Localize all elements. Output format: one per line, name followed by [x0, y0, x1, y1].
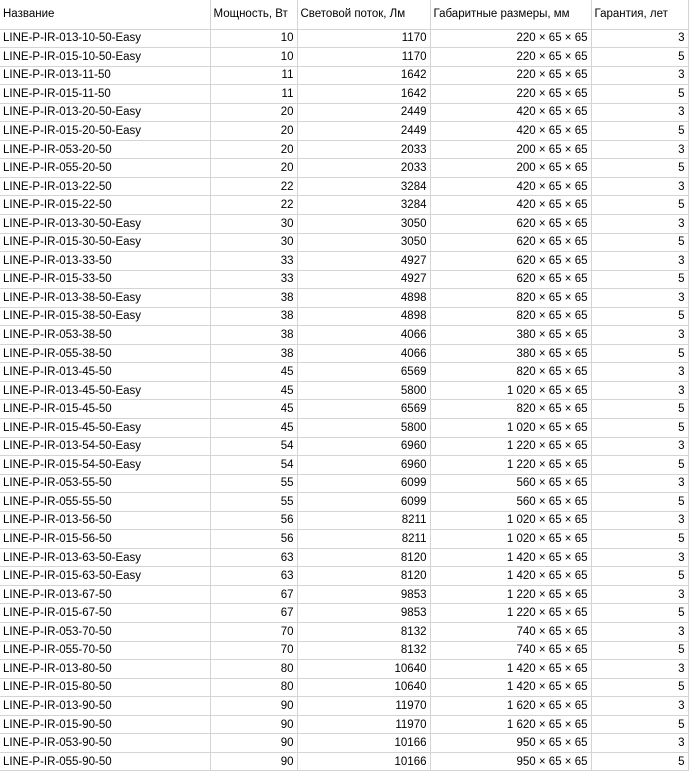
- cell-name[interactable]: LINE-P-IR-013-10-50-Easy: [0, 29, 210, 48]
- table-row: [0, 177, 688, 196]
- cell-luminous-flux[interactable]: 8211: [297, 530, 430, 549]
- table-row: [0, 344, 688, 363]
- cell-luminous-flux[interactable]: 6569: [297, 400, 430, 419]
- cell-dimensions[interactable]: 1 020 × 65 × 65: [430, 530, 591, 549]
- cell-name[interactable]: LINE-P-IR-015-80-50: [0, 678, 210, 697]
- cell-luminous-flux[interactable]: 2033: [297, 140, 430, 159]
- cell-warranty[interactable]: 3: [591, 29, 688, 48]
- cell-warranty[interactable]: 5: [591, 456, 688, 475]
- cell-warranty[interactable]: 5: [591, 233, 688, 252]
- cell-dimensions[interactable]: 950 × 65 × 65: [430, 734, 591, 753]
- cell-luminous-flux[interactable]: 9853: [297, 585, 430, 604]
- cell-luminous-flux[interactable]: 6099: [297, 474, 430, 493]
- cell-luminous-flux[interactable]: 3050: [297, 214, 430, 233]
- cell-luminous-flux[interactable]: 1170: [297, 48, 430, 67]
- cell-warranty[interactable]: 3: [591, 214, 688, 233]
- cell-luminous-flux[interactable]: 6569: [297, 363, 430, 382]
- cell-name[interactable]: LINE-P-IR-053-90-50: [0, 734, 210, 753]
- cell-power[interactable]: 20: [210, 122, 297, 141]
- cell-dimensions[interactable]: 1 220 × 65 × 65: [430, 437, 591, 456]
- cell-warranty[interactable]: 5: [591, 196, 688, 215]
- cell-power[interactable]: 67: [210, 604, 297, 623]
- cell-luminous-flux[interactable]: 10166: [297, 752, 430, 771]
- cell-luminous-flux[interactable]: 10640: [297, 660, 430, 679]
- cell-dimensions[interactable]: 1 020 × 65 × 65: [430, 511, 591, 530]
- cell-name[interactable]: LINE-P-IR-055-38-50: [0, 344, 210, 363]
- cell-name[interactable]: LINE-P-IR-015-56-50: [0, 530, 210, 549]
- cell-luminous-flux[interactable]: 5800: [297, 418, 430, 437]
- cell-luminous-flux[interactable]: 3050: [297, 233, 430, 252]
- cell-warranty[interactable]: 5: [591, 159, 688, 178]
- table-row: [0, 289, 688, 308]
- table-row: [0, 252, 688, 271]
- table-row: [0, 585, 688, 604]
- table-body: [0, 29, 688, 771]
- cell-name[interactable]: LINE-P-IR-015-11-50: [0, 85, 210, 104]
- cell-power[interactable]: 90: [210, 697, 297, 716]
- cell-name[interactable]: LINE-P-IR-015-33-50: [0, 270, 210, 289]
- cell-power[interactable]: 22: [210, 177, 297, 196]
- cell-dimensions[interactable]: 1 020 × 65 × 65: [430, 381, 591, 400]
- cell-name[interactable]: LINE-P-IR-015-10-50-Easy: [0, 48, 210, 67]
- cell-power[interactable]: 30: [210, 233, 297, 252]
- cell-luminous-flux[interactable]: 4927: [297, 252, 430, 271]
- cell-power[interactable]: 45: [210, 400, 297, 419]
- cell-luminous-flux[interactable]: 4898: [297, 289, 430, 308]
- table-row: [0, 697, 688, 716]
- cell-dimensions[interactable]: 420 × 65 × 65: [430, 196, 591, 215]
- header-cell-luminous-flux[interactable]: Световой поток, Лм: [297, 0, 430, 29]
- cell-power[interactable]: 38: [210, 344, 297, 363]
- cell-name[interactable]: LINE-P-IR-053-38-50: [0, 326, 210, 345]
- cell-warranty[interactable]: 3: [591, 252, 688, 271]
- cell-power[interactable]: 45: [210, 418, 297, 437]
- table-row: [0, 85, 688, 104]
- cell-warranty[interactable]: 3: [591, 548, 688, 567]
- cell-warranty[interactable]: 5: [591, 270, 688, 289]
- cell-warranty[interactable]: 3: [591, 437, 688, 456]
- cell-power[interactable]: 20: [210, 140, 297, 159]
- cell-dimensions[interactable]: 1 420 × 65 × 65: [430, 678, 591, 697]
- cell-power[interactable]: 90: [210, 734, 297, 753]
- cell-dimensions[interactable]: 1 220 × 65 × 65: [430, 456, 591, 475]
- cell-dimensions[interactable]: 220 × 65 × 65: [430, 66, 591, 85]
- cell-luminous-flux[interactable]: 6960: [297, 437, 430, 456]
- cell-dimensions[interactable]: 200 × 65 × 65: [430, 140, 591, 159]
- cell-dimensions[interactable]: 220 × 65 × 65: [430, 85, 591, 104]
- cell-power[interactable]: 70: [210, 641, 297, 660]
- cell-power[interactable]: 55: [210, 493, 297, 512]
- cell-dimensions[interactable]: 560 × 65 × 65: [430, 474, 591, 493]
- cell-name[interactable]: LINE-P-IR-053-70-50: [0, 623, 210, 642]
- cell-power[interactable]: 90: [210, 752, 297, 771]
- cell-name[interactable]: LINE-P-IR-015-67-50: [0, 604, 210, 623]
- cell-warranty[interactable]: 3: [591, 623, 688, 642]
- table-row: [0, 29, 688, 48]
- cell-power[interactable]: 38: [210, 289, 297, 308]
- cell-luminous-flux[interactable]: 4898: [297, 307, 430, 326]
- cell-warranty[interactable]: 5: [591, 122, 688, 141]
- table-row: [0, 159, 688, 178]
- cell-warranty[interactable]: 3: [591, 326, 688, 345]
- cell-name[interactable]: LINE-P-IR-055-55-50: [0, 493, 210, 512]
- table-row: [0, 530, 688, 549]
- cell-warranty[interactable]: 5: [591, 752, 688, 771]
- cell-name[interactable]: LINE-P-IR-015-20-50-Easy: [0, 122, 210, 141]
- cell-luminous-flux[interactable]: 6960: [297, 456, 430, 475]
- cell-name[interactable]: LINE-P-IR-013-90-50: [0, 697, 210, 716]
- cell-name[interactable]: LINE-P-IR-013-38-50-Easy: [0, 289, 210, 308]
- cell-warranty[interactable]: 5: [591, 307, 688, 326]
- cell-luminous-flux[interactable]: 4066: [297, 326, 430, 345]
- table-row: [0, 196, 688, 215]
- cell-dimensions[interactable]: 1 220 × 65 × 65: [430, 604, 591, 623]
- table-row: [0, 418, 688, 437]
- cell-dimensions[interactable]: 380 × 65 × 65: [430, 326, 591, 345]
- cell-name[interactable]: LINE-P-IR-055-90-50: [0, 752, 210, 771]
- header-cell-name[interactable]: Название: [0, 0, 210, 29]
- cell-warranty[interactable]: 3: [591, 511, 688, 530]
- cell-luminous-flux[interactable]: 11970: [297, 715, 430, 734]
- cell-name[interactable]: LINE-P-IR-053-55-50: [0, 474, 210, 493]
- cell-power[interactable]: 56: [210, 511, 297, 530]
- cell-warranty[interactable]: 5: [591, 418, 688, 437]
- cell-name[interactable]: LINE-P-IR-013-45-50-Easy: [0, 381, 210, 400]
- cell-power[interactable]: 20: [210, 103, 297, 122]
- cell-luminous-flux[interactable]: 6099: [297, 493, 430, 512]
- cell-warranty[interactable]: 3: [591, 289, 688, 308]
- cell-power[interactable]: 70: [210, 623, 297, 642]
- cell-name[interactable]: LINE-P-IR-053-20-50: [0, 140, 210, 159]
- table-row: [0, 715, 688, 734]
- cell-dimensions[interactable]: 1 420 × 65 × 65: [430, 567, 591, 586]
- cell-name[interactable]: LINE-P-IR-013-45-50: [0, 363, 210, 382]
- cell-luminous-flux[interactable]: 8211: [297, 511, 430, 530]
- table-row: [0, 734, 688, 753]
- cell-name[interactable]: LINE-P-IR-013-54-50-Easy: [0, 437, 210, 456]
- cell-name[interactable]: LINE-P-IR-015-38-50-Easy: [0, 307, 210, 326]
- cell-warranty[interactable]: 3: [591, 474, 688, 493]
- cell-warranty[interactable]: 5: [591, 344, 688, 363]
- cell-warranty[interactable]: 5: [591, 85, 688, 104]
- cell-warranty[interactable]: 3: [591, 660, 688, 679]
- cell-power[interactable]: 11: [210, 66, 297, 85]
- cell-luminous-flux[interactable]: 2449: [297, 122, 430, 141]
- cell-luminous-flux[interactable]: 2033: [297, 159, 430, 178]
- cell-luminous-flux[interactable]: 8132: [297, 623, 430, 642]
- cell-power[interactable]: 80: [210, 660, 297, 679]
- cell-dimensions[interactable]: 820 × 65 × 65: [430, 363, 591, 382]
- table-row: [0, 233, 688, 252]
- cell-dimensions[interactable]: 950 × 65 × 65: [430, 752, 591, 771]
- cell-warranty[interactable]: 5: [591, 715, 688, 734]
- table-row: [0, 363, 688, 382]
- cell-dimensions[interactable]: 740 × 65 × 65: [430, 641, 591, 660]
- cell-name[interactable]: LINE-P-IR-015-30-50-Easy: [0, 233, 210, 252]
- table-row: [0, 400, 688, 419]
- cell-power[interactable]: 67: [210, 585, 297, 604]
- cell-luminous-flux[interactable]: 5800: [297, 381, 430, 400]
- cell-name[interactable]: LINE-P-IR-015-22-50: [0, 196, 210, 215]
- cell-warranty[interactable]: 3: [591, 177, 688, 196]
- header-cell-dimensions[interactable]: Габаритные размеры, мм: [430, 0, 591, 29]
- cell-name[interactable]: LINE-P-IR-015-63-50-Easy: [0, 567, 210, 586]
- cell-warranty[interactable]: 3: [591, 363, 688, 382]
- cell-dimensions[interactable]: 620 × 65 × 65: [430, 233, 591, 252]
- cell-warranty[interactable]: 5: [591, 493, 688, 512]
- cell-luminous-flux[interactable]: 11970: [297, 697, 430, 716]
- table-row: [0, 493, 688, 512]
- cell-power[interactable]: 33: [210, 270, 297, 289]
- cell-dimensions[interactable]: 1 220 × 65 × 65: [430, 585, 591, 604]
- cell-luminous-flux[interactable]: 2449: [297, 103, 430, 122]
- cell-warranty[interactable]: 3: [591, 66, 688, 85]
- table-row: [0, 660, 688, 679]
- cell-dimensions[interactable]: 380 × 65 × 65: [430, 344, 591, 363]
- table-row: [0, 456, 688, 475]
- cell-dimensions[interactable]: 420 × 65 × 65: [430, 122, 591, 141]
- cell-luminous-flux[interactable]: 8120: [297, 548, 430, 567]
- cell-power[interactable]: 45: [210, 363, 297, 382]
- cell-luminous-flux[interactable]: 9853: [297, 604, 430, 623]
- table-row: [0, 678, 688, 697]
- cell-power[interactable]: 90: [210, 715, 297, 734]
- cell-name[interactable]: LINE-P-IR-013-30-50-Easy: [0, 214, 210, 233]
- cell-dimensions[interactable]: 420 × 65 × 65: [430, 103, 591, 122]
- table-row: [0, 140, 688, 159]
- cell-warranty[interactable]: 5: [591, 567, 688, 586]
- cell-dimensions[interactable]: 620 × 65 × 65: [430, 270, 591, 289]
- cell-dimensions[interactable]: 1 420 × 65 × 65: [430, 660, 591, 679]
- table-row: [0, 48, 688, 67]
- cell-power[interactable]: 10: [210, 29, 297, 48]
- table-row: [0, 567, 688, 586]
- cell-luminous-flux[interactable]: 3284: [297, 196, 430, 215]
- cell-warranty[interactable]: 5: [591, 400, 688, 419]
- table-row: [0, 511, 688, 530]
- table-row: [0, 752, 688, 771]
- table-row: [0, 437, 688, 456]
- cell-dimensions[interactable]: 1 020 × 65 × 65: [430, 418, 591, 437]
- cell-power[interactable]: 55: [210, 474, 297, 493]
- table-row: [0, 474, 688, 493]
- cell-luminous-flux[interactable]: 1642: [297, 85, 430, 104]
- cell-power[interactable]: 20: [210, 159, 297, 178]
- cell-power[interactable]: 54: [210, 437, 297, 456]
- cell-warranty[interactable]: 3: [591, 734, 688, 753]
- cell-luminous-flux[interactable]: 10640: [297, 678, 430, 697]
- cell-warranty[interactable]: 3: [591, 381, 688, 400]
- cell-warranty[interactable]: 3: [591, 140, 688, 159]
- cell-power[interactable]: 30: [210, 214, 297, 233]
- cell-dimensions[interactable]: 220 × 65 × 65: [430, 48, 591, 67]
- table-row: [0, 66, 688, 85]
- cell-name[interactable]: LINE-P-IR-013-67-50: [0, 585, 210, 604]
- cell-warranty[interactable]: 3: [591, 103, 688, 122]
- cell-dimensions[interactable]: 200 × 65 × 65: [430, 159, 591, 178]
- cell-luminous-flux[interactable]: 1642: [297, 66, 430, 85]
- header-row: [0, 0, 688, 29]
- cell-warranty[interactable]: 3: [591, 585, 688, 604]
- cell-name[interactable]: LINE-P-IR-013-20-50-Easy: [0, 103, 210, 122]
- cell-name[interactable]: LINE-P-IR-015-45-50-Easy: [0, 418, 210, 437]
- cell-warranty[interactable]: 5: [591, 530, 688, 549]
- cell-dimensions[interactable]: 820 × 65 × 65: [430, 307, 591, 326]
- table-row: [0, 641, 688, 660]
- cell-power[interactable]: 63: [210, 567, 297, 586]
- cell-power[interactable]: 80: [210, 678, 297, 697]
- cell-dimensions[interactable]: 560 × 65 × 65: [430, 493, 591, 512]
- table-row: [0, 307, 688, 326]
- cell-warranty[interactable]: 5: [591, 604, 688, 623]
- cell-dimensions[interactable]: 1 620 × 65 × 65: [430, 697, 591, 716]
- cell-dimensions[interactable]: 620 × 65 × 65: [430, 214, 591, 233]
- cell-luminous-flux[interactable]: 4066: [297, 344, 430, 363]
- cell-dimensions[interactable]: 1 420 × 65 × 65: [430, 548, 591, 567]
- cell-dimensions[interactable]: 620 × 65 × 65: [430, 252, 591, 271]
- table-row: [0, 103, 688, 122]
- cell-luminous-flux[interactable]: 8132: [297, 641, 430, 660]
- cell-luminous-flux[interactable]: 1170: [297, 29, 430, 48]
- cell-name[interactable]: LINE-P-IR-013-80-50: [0, 660, 210, 679]
- table-row: [0, 381, 688, 400]
- cell-name[interactable]: LINE-P-IR-015-54-50-Easy: [0, 456, 210, 475]
- cell-name[interactable]: LINE-P-IR-015-90-50: [0, 715, 210, 734]
- cell-name[interactable]: LINE-P-IR-013-11-50: [0, 66, 210, 85]
- header-cell-power[interactable]: Мощность, Вт: [210, 0, 297, 29]
- cell-name[interactable]: LINE-P-IR-015-45-50: [0, 400, 210, 419]
- cell-power[interactable]: 56: [210, 530, 297, 549]
- header-cell-warranty[interactable]: Гарантия, лет: [591, 0, 688, 29]
- cell-power[interactable]: 54: [210, 456, 297, 475]
- cell-power[interactable]: 33: [210, 252, 297, 271]
- cell-name[interactable]: LINE-P-IR-013-33-50: [0, 252, 210, 271]
- cell-name[interactable]: LINE-P-IR-055-20-50: [0, 159, 210, 178]
- table-row: [0, 122, 688, 141]
- cell-power[interactable]: 45: [210, 381, 297, 400]
- cell-name[interactable]: LINE-P-IR-013-63-50-Easy: [0, 548, 210, 567]
- cell-luminous-flux[interactable]: 3284: [297, 177, 430, 196]
- cell-warranty[interactable]: 3: [591, 697, 688, 716]
- cell-luminous-flux[interactable]: 4927: [297, 270, 430, 289]
- cell-power[interactable]: 22: [210, 196, 297, 215]
- cell-dimensions[interactable]: 820 × 65 × 65: [430, 289, 591, 308]
- cell-dimensions[interactable]: 1 620 × 65 × 65: [430, 715, 591, 734]
- cell-power[interactable]: 38: [210, 326, 297, 345]
- table-row: [0, 214, 688, 233]
- cell-dimensions[interactable]: 740 × 65 × 65: [430, 623, 591, 642]
- cell-power[interactable]: 11: [210, 85, 297, 104]
- cell-luminous-flux[interactable]: 8120: [297, 567, 430, 586]
- cell-power[interactable]: 63: [210, 548, 297, 567]
- cell-warranty[interactable]: 5: [591, 678, 688, 697]
- cell-dimensions[interactable]: 820 × 65 × 65: [430, 400, 591, 419]
- table-row: [0, 548, 688, 567]
- cell-warranty[interactable]: 5: [591, 48, 688, 67]
- cell-power[interactable]: 10: [210, 48, 297, 67]
- cell-power[interactable]: 38: [210, 307, 297, 326]
- cell-name[interactable]: LINE-P-IR-013-22-50: [0, 177, 210, 196]
- cell-dimensions[interactable]: 220 × 65 × 65: [430, 29, 591, 48]
- table-row: [0, 270, 688, 289]
- cell-name[interactable]: LINE-P-IR-055-70-50: [0, 641, 210, 660]
- table-row: [0, 326, 688, 345]
- table-row: [0, 604, 688, 623]
- cell-name[interactable]: LINE-P-IR-013-56-50: [0, 511, 210, 530]
- table-row: [0, 623, 688, 642]
- cell-warranty[interactable]: 5: [591, 641, 688, 660]
- cell-luminous-flux[interactable]: 10166: [297, 734, 430, 753]
- cell-dimensions[interactable]: 420 × 65 × 65: [430, 177, 591, 196]
